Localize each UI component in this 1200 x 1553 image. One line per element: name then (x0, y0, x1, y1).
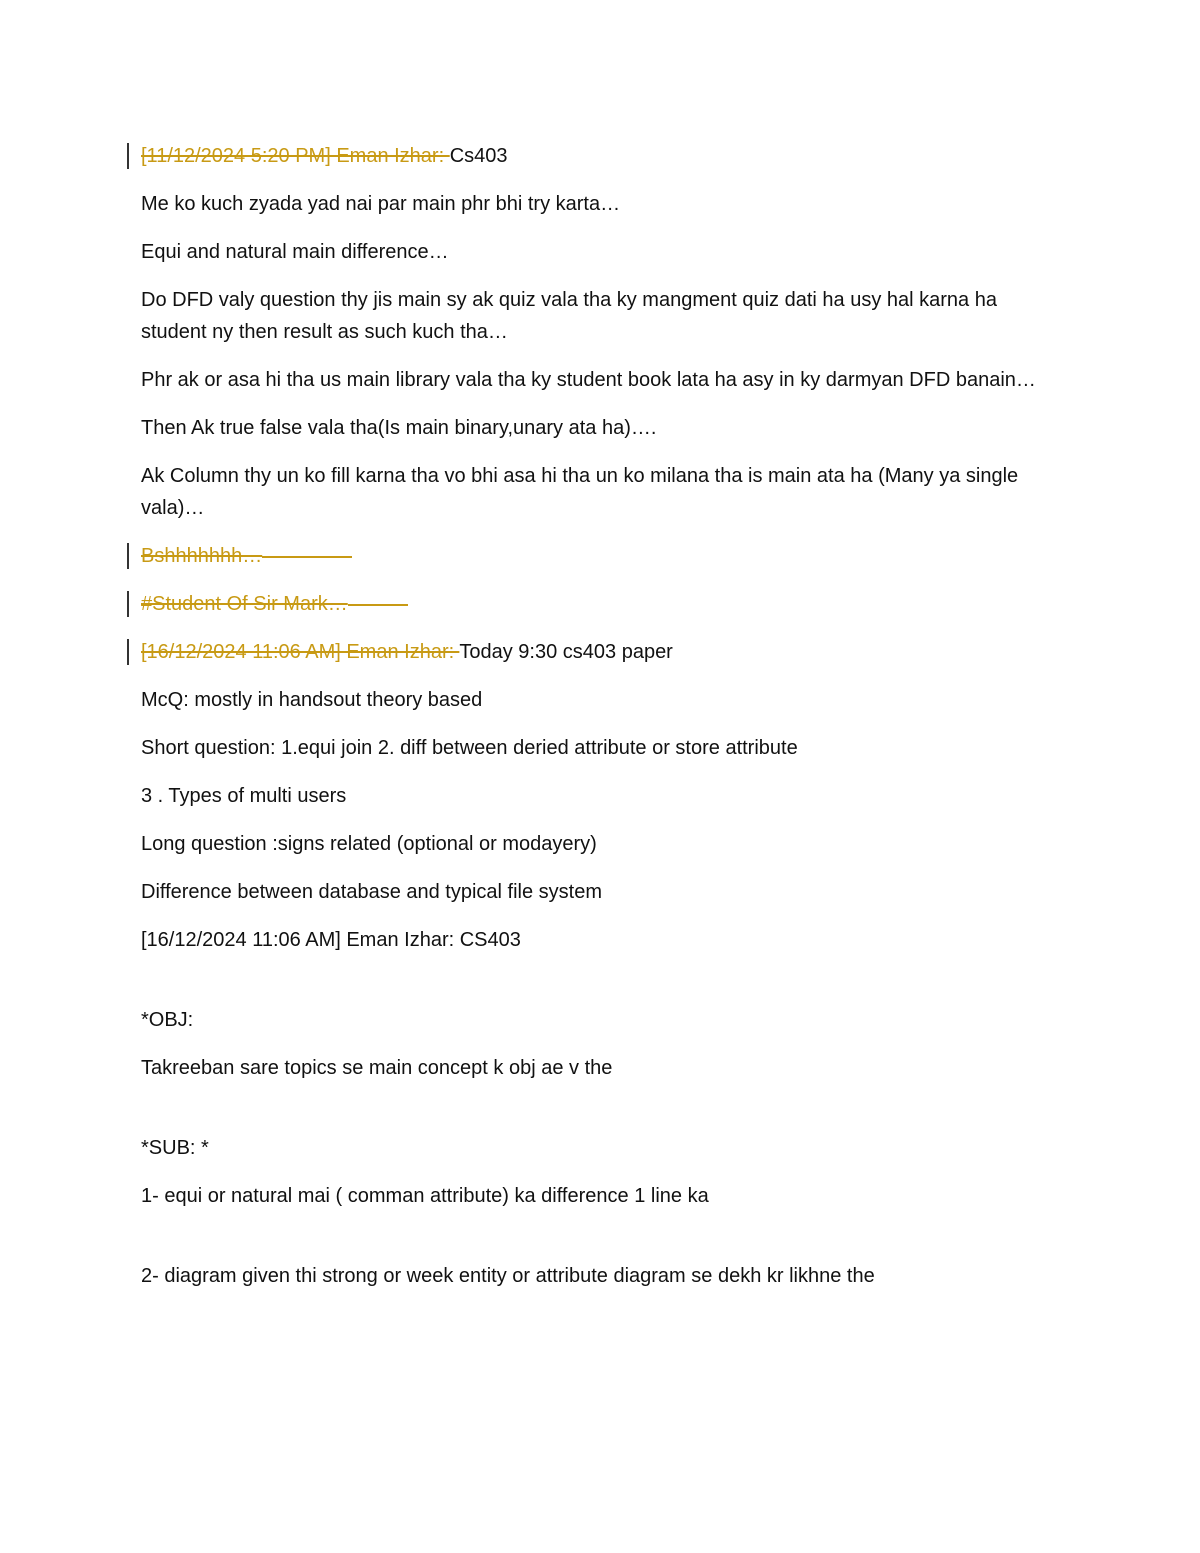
change-bar (127, 639, 129, 665)
deleted-text: Bshhhhhhh… (141, 545, 263, 567)
paragraph-14: Long question :signs related (optional or modayery) (141, 833, 597, 855)
paragraph-7: Ak Column thy un ko fill karna tha vo bhi asa hi tha un ko milana tha is main ata ha (Many ya single vala)… (141, 465, 1019, 519)
paragraph-16: [16/12/2024 11:06 AM] Eman Izhar: CS403 (141, 929, 521, 951)
paragraph-2: Me ko kuch zyada yad nai par main phr bhi try karta… (141, 193, 621, 215)
change-bar (127, 143, 129, 169)
deleted-text: [16/12/2024 11:06 AM] Eman Izhar: (141, 641, 460, 663)
paragraph-8 (141, 540, 1061, 572)
paragraph-10 (141, 636, 1061, 668)
paragraph-6: Then Ak true false vala tha(Is main binary,unary ata ha)…. (141, 417, 657, 439)
deleted-trailing-line (348, 604, 408, 606)
paragraph-20: 1- equi or natural mai ( comman attribute) ka difference 1 line ka (141, 1185, 709, 1207)
paragraph-13: 3 . Types of multi users (141, 785, 347, 807)
paragraph-19: *SUB: * (141, 1137, 209, 1159)
paragraph-5: Phr ak or asa hi tha us main library vala tha ky student book lata ha asy in ky darmyan DFD banain… (141, 369, 1036, 391)
paragraph-4: Do DFD valy question thy jis main sy ak quiz vala tha ky mangment quiz dati ha usy hal karna ha student ny then result as such kuch tha… (141, 289, 997, 343)
paragraph-text: Cs403 (449, 145, 508, 167)
change-bar (127, 591, 129, 617)
paragraph-18: Takreeban sare topics se main concept k obj ae v the (141, 1057, 613, 1079)
deleted-text: #Student Of Sir Mark… (141, 593, 348, 615)
paragraph-15: Difference between database and typical file system (141, 881, 603, 903)
paragraph-12: Short question: 1.equi join 2. diff between deried attribute or store attribute (141, 737, 798, 759)
paragraph-9 (141, 588, 1061, 620)
paragraph-3: Equi and natural main difference… (141, 241, 449, 263)
deleted-text: [11/12/2024 5:20 PM] Eman Izhar: (141, 145, 450, 167)
paragraph-11: McQ: mostly in handsout theory based (141, 689, 483, 711)
deleted-trailing-line (262, 556, 352, 558)
paragraph-17: *OBJ: (141, 1009, 194, 1031)
paragraph-1 (141, 140, 1061, 172)
document-body (141, 140, 1061, 1308)
paragraph-text: Today 9:30 cs403 paper (459, 641, 673, 663)
paragraph-21: 2- diagram given thi strong or week entity or attribute diagram se dekh kr likhne the (141, 1265, 875, 1287)
change-bar (127, 543, 129, 569)
